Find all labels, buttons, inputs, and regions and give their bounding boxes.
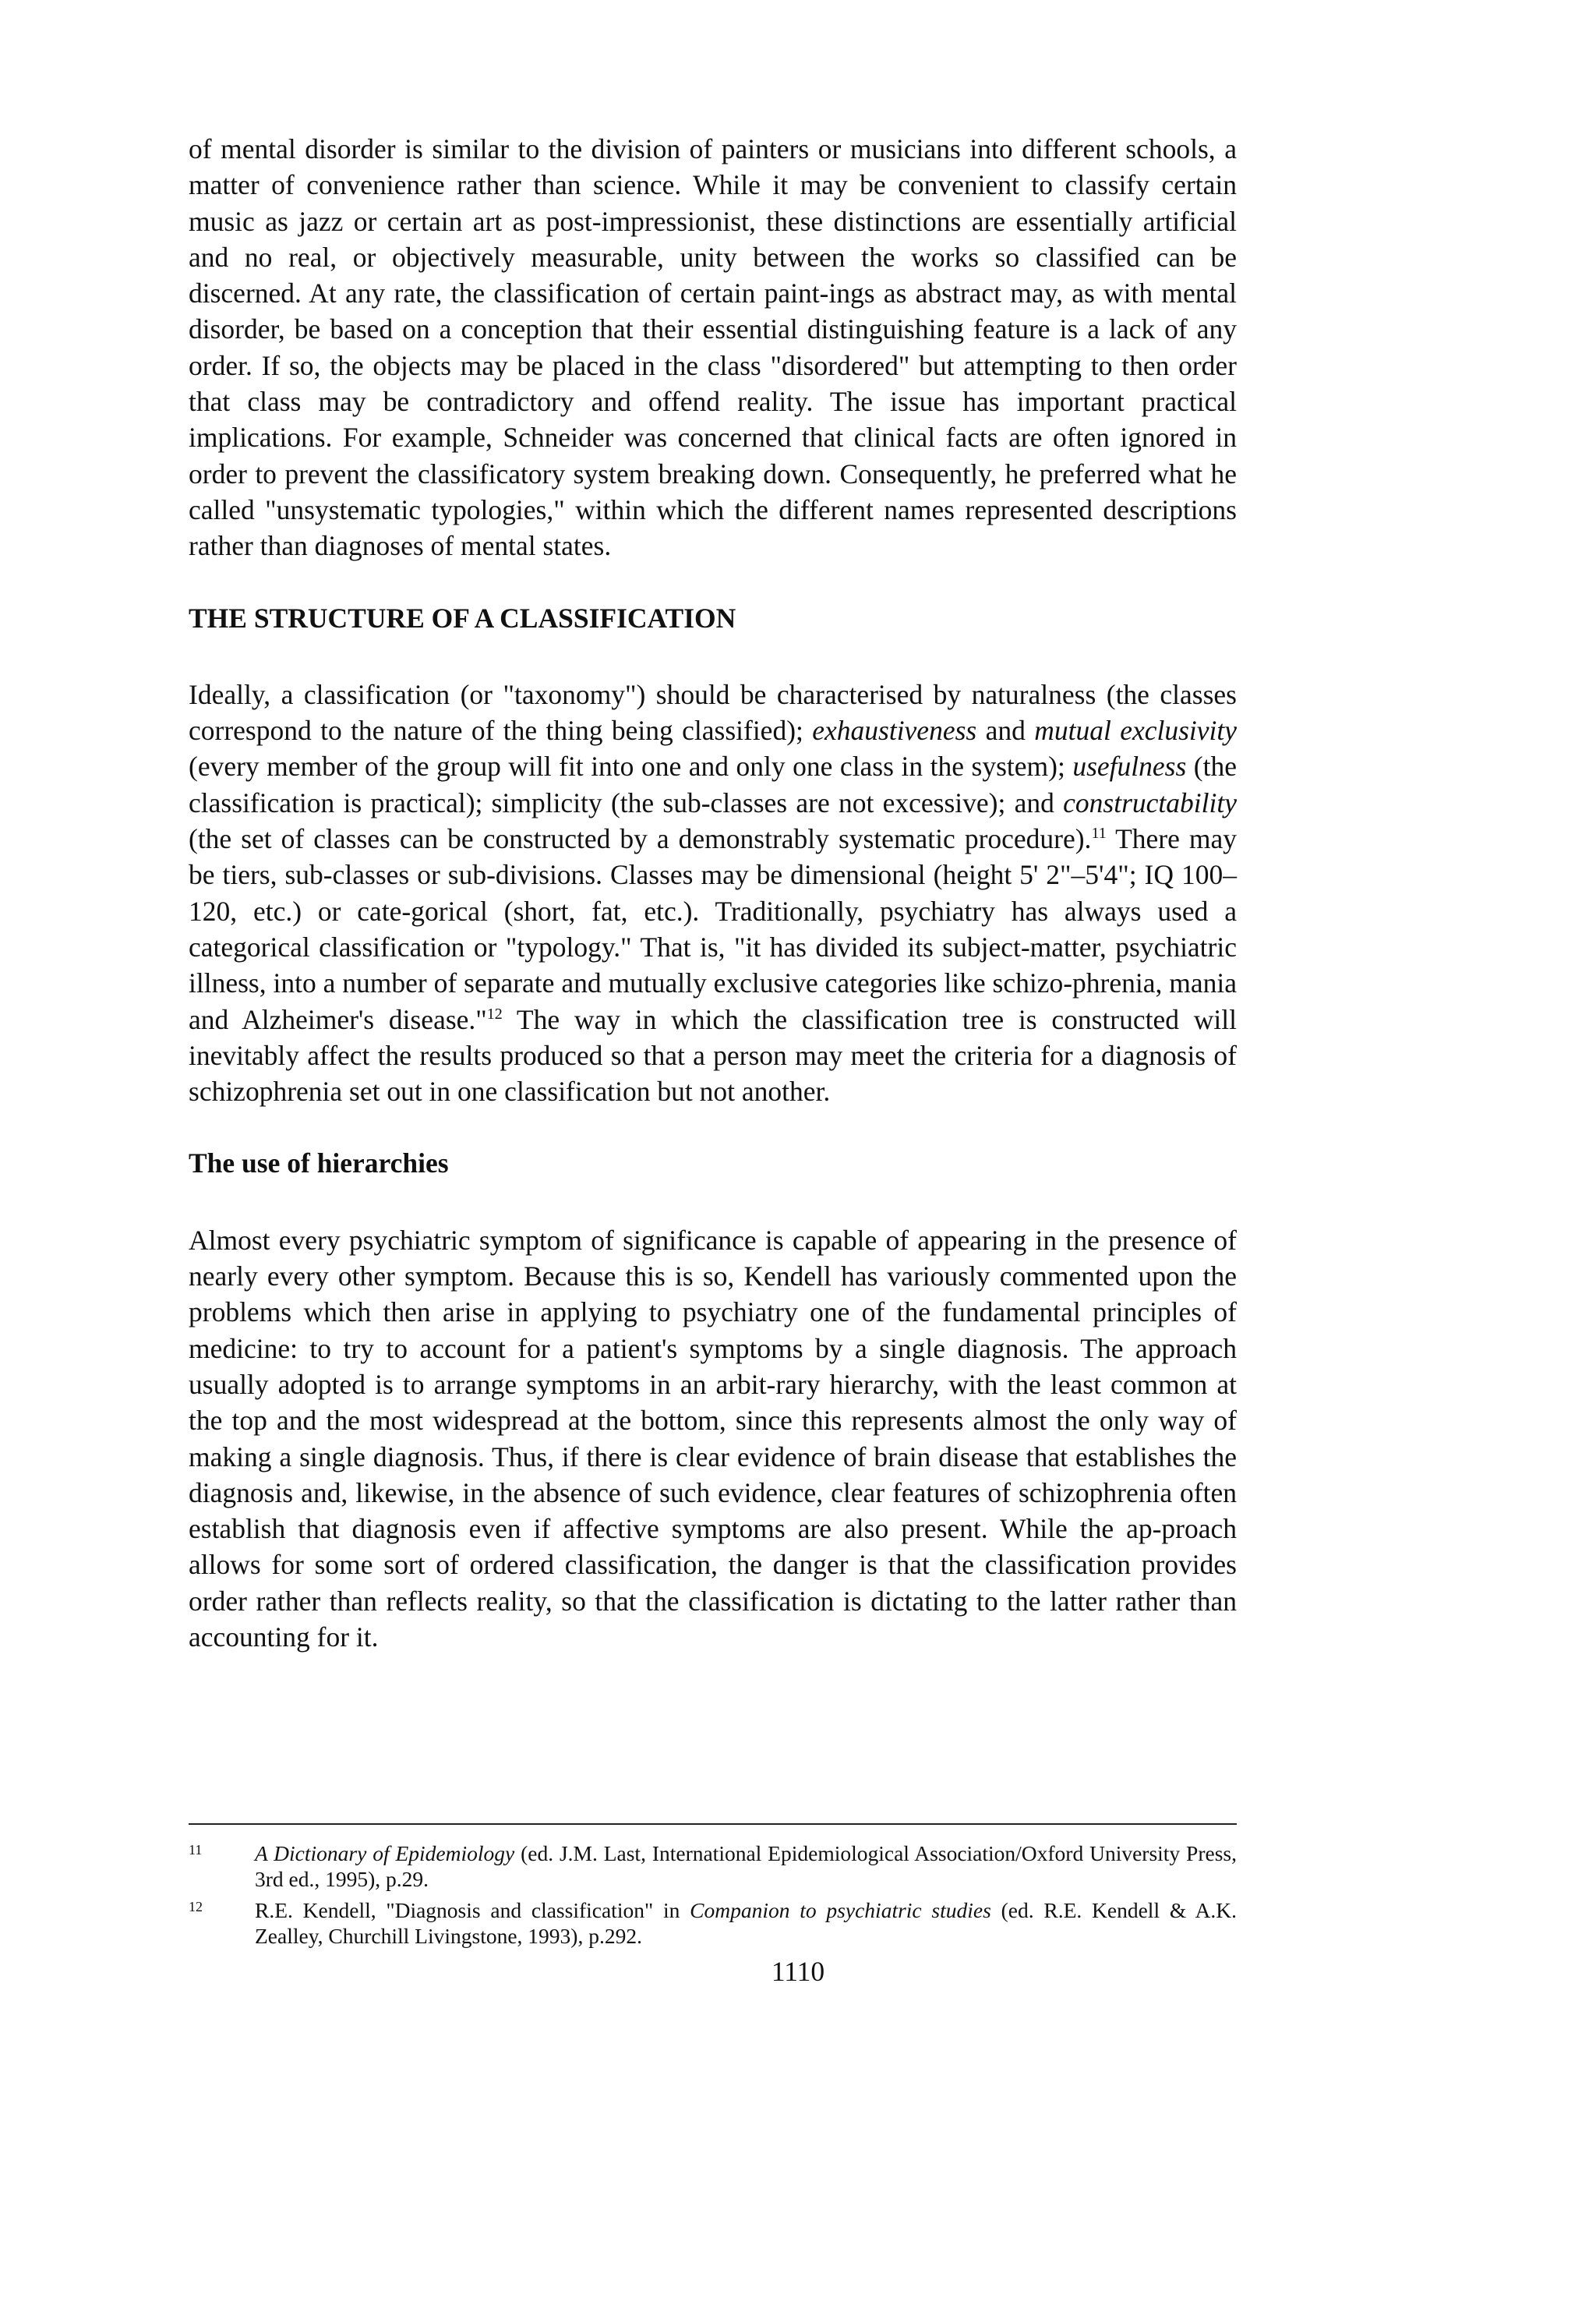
italic-term: mutual exclusivity xyxy=(1034,715,1237,747)
subsection-heading-hierarchies: The use of hierarchies xyxy=(189,1147,449,1179)
section-heading-structure: THE STRUCTURE OF A CLASSIFICATION xyxy=(189,602,736,634)
text-span: There may be tiers, sub-classes or sub-divisions. Classes may be dimensional (height 5' 2"–5'4"; IQ 100–120, etc.) or cate-gorical (short, fat, etc.). Traditionally, psychiatry has always used a categorical classification or "typology." That is, "it has divided its subject-matter, psychiatric illness, into a number of separate and mutually exclusive categories like schizo-phrenia, mania and Alzheimer's disease." xyxy=(189,823,1238,1035)
text-span: The way in which the classification tree is constructed will inevitably affect the results produced so that a person may meet the criteria for a diagnosis of schizophrenia set out in one classification but not another. xyxy=(189,1003,1237,1108)
italic-term: constructability xyxy=(1063,787,1237,818)
text-span: and xyxy=(976,715,1035,747)
footnote-text: (ed. J.M. Last, International Epidemiological Association/Oxford University Press, 3rd ed., 1995), p.29. xyxy=(255,1841,1237,1891)
italic-term: usefulness xyxy=(1072,751,1187,783)
footnotes xyxy=(189,1840,1237,1954)
page-body xyxy=(189,131,1237,1655)
italic-title: Companion to psychiatric studies xyxy=(690,1898,991,1922)
footnote-ref-11[interactable]: 11 xyxy=(1091,825,1107,843)
paragraph-mental-disorder: of mental disorder is similar to the division of painters or musicians into different schools, a matter of convenience rather than science. While it may be convenient to classify certain music as jazz or certain art as post-impressionist, these distinctions are essentially artificial and no real, or objectively measurable, unity between the works so classified can be discerned. At any rate, the classification of certain paint-ings as abstract may, as with mental disorder, be based on a conception that their essential distinguishing feature is a lack of any order. If so, the objects may be placed in the class "disordered" but attempting to then order that class may be contradictory and offend reality. The issue has important practical implications. For example, Schneider was concerned that clinical facts are often ignored in order to prevent the classificatory system breaking down. Consequently, he preferred what he called "unsystematic typologies," within which the different names represented descriptions rather than diagnoses of mental states. xyxy=(189,133,1237,562)
italic-term: exhaustiveness xyxy=(812,715,977,747)
italic-title: A Dictionary of Epidemiology xyxy=(255,1841,515,1865)
footnote-number: 11 xyxy=(189,1842,203,1858)
text-span: (the classification is practical); simplicity (the sub-classes are not excessive); and xyxy=(189,751,1237,818)
footnote-number: 12 xyxy=(189,1899,203,1914)
footnote-11 xyxy=(189,1840,1237,1892)
text-span: (every member of the group will fit into one and only one class in the system); xyxy=(189,751,1073,783)
footnote-ref-12[interactable]: 12 xyxy=(486,1005,503,1023)
text-span: (the set of classes can be constructed by a demonstrably systematic procedure). xyxy=(189,823,1092,855)
footnote-12 xyxy=(189,1897,1237,1949)
paragraph-hierarchies: Almost every psychiatric symptom of significance is capable of appearing in the presence of nearly every other symptom. Because this is so, Kendell has variously commented upon the problems which then arise in applying to psychiatry one of the fundamental principles of medicine: to try to account for a patient's symptoms by a single diagnosis. The approach usually adopted is to arrange symptoms in an arbit-rary hierarchy, with the least common at the top and the most widespread at the bottom, since this represents almost the only way of making a single diagnosis. Thus, if there is clear evidence of brain disease that establishes the diagnosis and, likewise, in the absence of such evidence, clear features of schizophrenia often establish that diagnosis even if affective symptoms are also present. While the ap-proach allows for some sort of ordered classification, the danger is that the classification provides order rather than reflects reality, so that the classification is dictating to the latter rather than accounting for it. xyxy=(189,1224,1237,1653)
page-number: 1110 xyxy=(771,1956,825,1987)
paragraph-taxonomy xyxy=(189,677,1237,1110)
footnote-text: (ed. R.E. Kendell & A.K. Zealley, Churchill Livingstone, 1993), p.292. xyxy=(255,1898,1237,1948)
footnote-text: R.E. Kendell, "Diagnosis and classification" in xyxy=(255,1898,690,1922)
footnote-divider xyxy=(189,1823,1237,1825)
text-span: Ideally, a classification (or "taxonomy") should be characterised by naturalness (the classes correspond to the nature of the thing being classified); xyxy=(189,678,1237,747)
